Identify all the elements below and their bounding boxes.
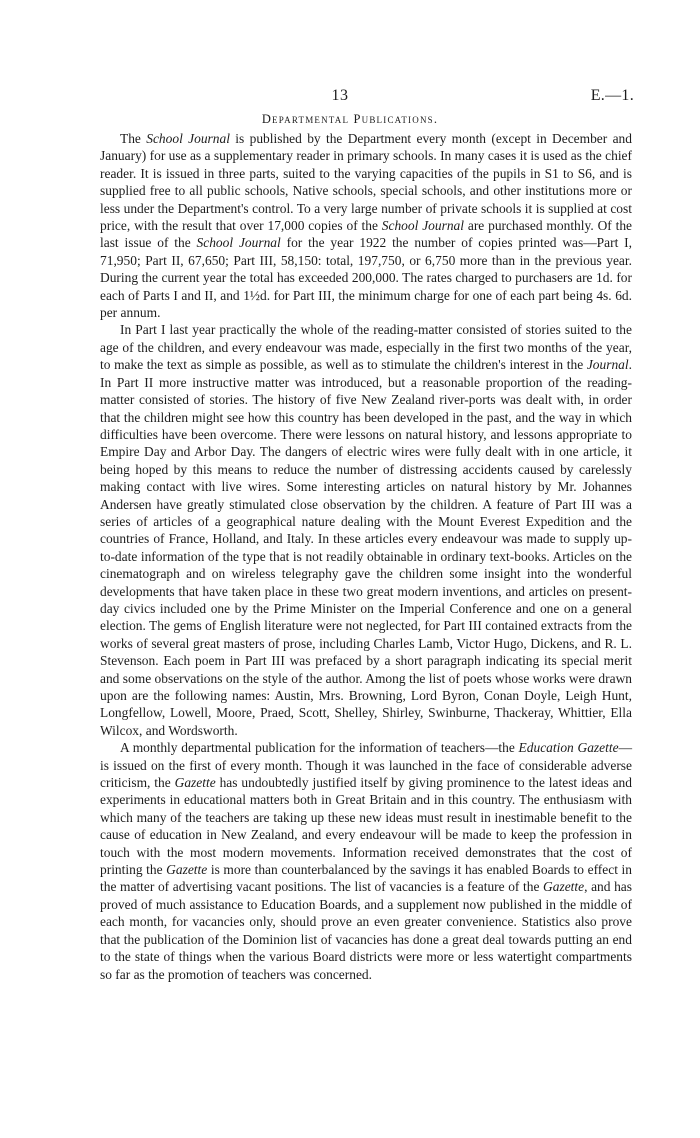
text-run: —is issued on the first of every month. Though it was launched in the face of considerable adverse criticism, the (100, 740, 632, 791)
paragraph-school-journal (100, 130, 632, 321)
page-number: 13 (331, 87, 349, 104)
italic-text-run: Journal (586, 357, 629, 373)
text-run: A monthly departmental publication for the information of teachers—the (120, 740, 519, 756)
text-run: In Part I last year practically the whole of the reading-matter consisted of stories suited to the age of the children, and every endeavour was made, especially in the first two months of the year, to make the text as simple as possible, as well as to stimulate the children's interest in the (100, 322, 632, 373)
italic-text-run: School Journal (381, 218, 465, 234)
text-run: has undoubtedly justified itself by giving prominence to the latest ideas and experiments in educational matters both in Great Britain and in this country. The enthusiasm with which many of the teachers are taking up these new ideas must result in inestimable benefit to the cause of education in New Zealand, and every endeavour will be made to keep the profession in touch with the most modern movements. Information received demonstrates that the cost of printing the (100, 775, 632, 878)
italic-text-run: School Journal (146, 131, 230, 146)
paragraph-journal-contents (100, 321, 632, 739)
text-run: . In Part II more instructive matter was introduced, but a reasonable proportion of the reading-matter consisted of stories. The history of five New Zealand river-ports was dealt with, in order that the children might see how this country has been developed in the past, and the way in which difficulties have been overcome. There were lessons on natural history, and lessons appropriate to Empire Day and Arbor Day. The dangers of electric wires were fully dealt with in one article, it being hoped by this means to reduce the number of distressing accidents caused by carelessly making contact with live wires. Some interesting articles on natural history by Mr. Johannes Andersen have greatly stimulated close observation by the children. A feature of Part III was a series of articles of a geographical nature dealing with the Mount Everest Expedition and the countries of France, Holland, and Italy. In these articles every endeavour was made to supply up-to-date information of the type that is not readily obtainable in ordinary text-books. Articles on the cinematograph and on wireless telegraphy gave the children some insight into the wonderful developments that have taken place in these two great modern inventions, and articles on present-day civics included one by the Prime Minister on the Imperial Conference and one on a general election. The gems of English literature were not neglected, for Part III contained extracts from the works of several great masters of prose, including Charles Lamb, Victor Hugo, Dickens, and R. L. Stevenson. Each poem in Part III was prefaced by a short paragraph indicating its special merit and some observations on the style of the author. Among the list of poets whose works were drawn upon are the following names: Austin, Mrs. Browning, Lord Byron, Conan Doyle, Leigh Hunt, Longfellow, Lowell, Moore, Praed, Scott, Shelley, Shirley, Swinburne, Thackeray, Whittier, Ella Wilcox, and Wordsworth. (100, 357, 632, 738)
text-run: is published by the Department every month (except in December and January) for use as a supplementary reader in primary schools. In many cases it is used as the chief reader. It is issued in three parts, suited to the varying capacities of the pupils in S1 to S6, and is supplied free to all public schools, Native schools, special schools, and other institutions more or less under the Department's control. To a very large number of private schools it is supplied at cost price, with the result that over 17,000 copies of the (100, 131, 632, 234)
text-run: for the year 1922 the number of copies printed was—Part I, 71,950; Part II, 67,650; Part III, 58,150: total, 197,750, or 6,750 more than in the previous year. During the current year the total has exceeded 200,000. The rates charged to purchasers are 1d. for each of Parts I and II, and 1½d. for Part III, the minimum charge for one of each part being 4s. 6d. per annum. (100, 235, 633, 321)
text-run: are purchased monthly. Of the last issue of the (100, 218, 633, 251)
page-reference: E.—1. (590, 87, 634, 104)
italic-text-run: Education Gazette (518, 740, 619, 756)
italic-text-run: School Journal (196, 235, 281, 251)
section-title: Departmental Publications. (261, 112, 439, 126)
text-run: , and has proved of much assistance to Education Boards, and a supplement now published in the middle of each month, for vacancies only, should prove an even greater convenience. Statistics also prove that the publication of the Dominion list of vacancies has done a great deal towards putting an end to the state of things when the various Board districts were more or less watertight compartments so far as the promotion of teachers was concerned. (100, 879, 632, 982)
body-text (100, 130, 632, 983)
italic-text-run: Gazette (174, 775, 216, 791)
paragraph-education-gazette (100, 739, 632, 983)
italic-text-run: Gazette (543, 879, 585, 895)
text-run: The (120, 131, 147, 146)
text-run: is more than counterbalanced by the savings it has enabled Boards to effect in the matter of advertising vacant positions. The list of vacancies is a feature of the (100, 862, 632, 895)
italic-text-run: Gazette (166, 862, 208, 878)
